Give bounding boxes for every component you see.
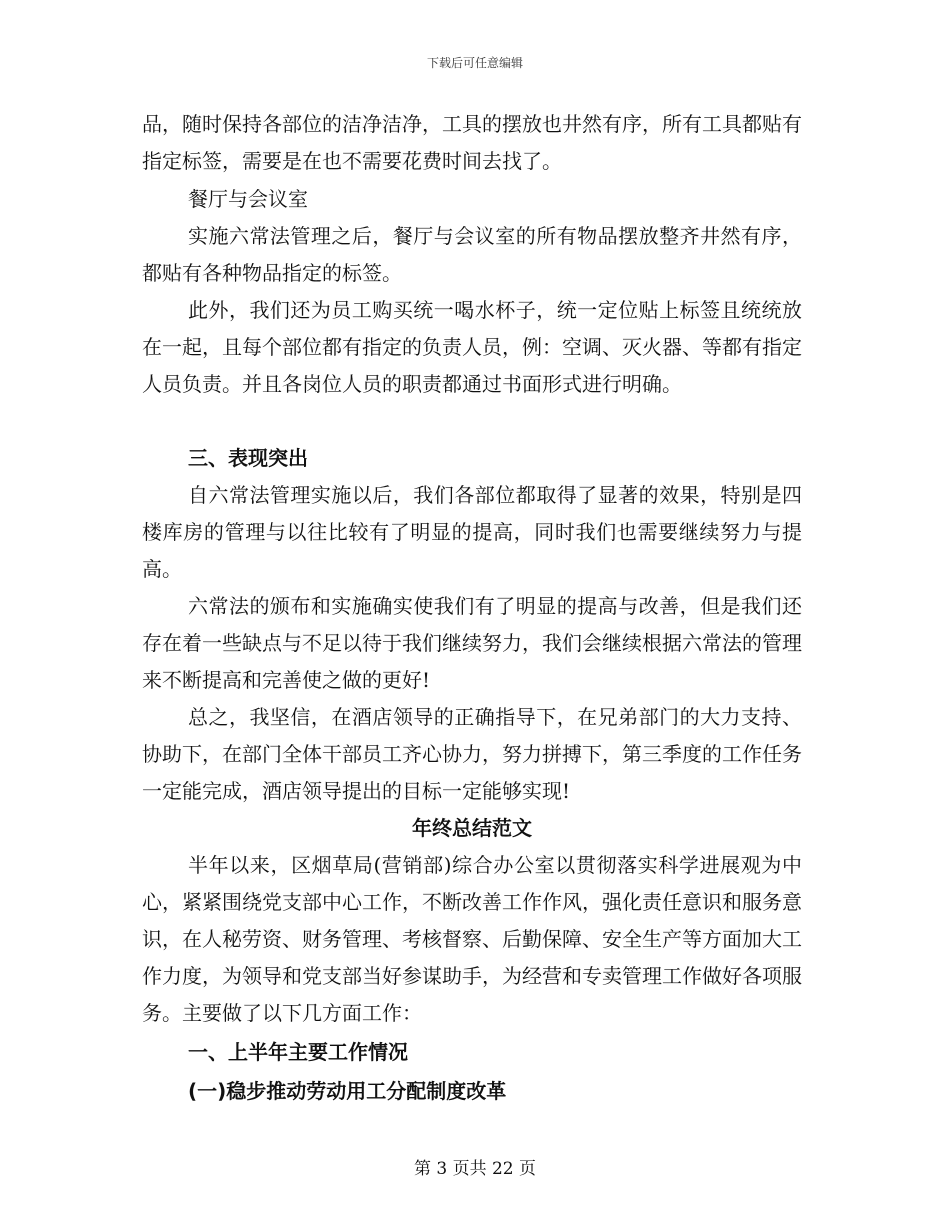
page-footer: 第 3 页共 22 页 — [413, 1159, 537, 1179]
section-heading-3: 三、表现突出 — [188, 446, 308, 470]
page-header: 下载后可任意编辑 — [426, 56, 523, 70]
subsection-heading-1: (一)稳步推动劳动用工分配制度改革 — [188, 1079, 507, 1103]
document-title: 年终总结范文 — [412, 816, 532, 840]
subheading-dining-meeting-room: 餐厅与会议室 — [188, 187, 308, 211]
paragraph-intro: 半年以来，区烟草局(营销部)综合办公室以贯彻落实科学进展观为中心，紧紧围绕党支部中心工作，不断改善工作作风，强化责任意识和服务意识，在人秘劳资、财务管理、考核督察、后勤保障、安全生产等方面加大工作力度，为领导和党支部当好参谋助手，为经营和专卖管理工作做好各项服务。主要做了以下几方面工作： — [142, 853, 802, 1025]
paragraph-results: 自六常法管理实施以后，我们各部位都取得了显著的效果，特别是四楼库房的管理与以往比较有了明显的提高，同时我们也需要继续努力与提高。 — [142, 483, 802, 581]
paragraph-dining-meeting-room: 实施六常法管理之后，餐厅与会议室的所有物品摆放整齐井然有序，都贴有各种物品指定的标签。 — [142, 224, 802, 285]
paragraph-improvement: 六常法的颁布和实施确实使我们有了明显的提高与改善，但是我们还存在着一些缺点与不足以待于我们继续努力，我们会继续根据六常法的管理来不断提高和完善使之做的更好! — [142, 594, 802, 692]
paragraph-water-cups: 此外，我们还为员工购买统一喝水杯子，统一定位贴上标签且统统放在一起，且每个部位都有指定的负责人员，例：空调、灭火器、等都有指定人员负责。并且各岗位人员的职责都通过书面形式进行明确。 — [142, 298, 802, 396]
paragraph-tools: 品，随时保持各部位的洁净洁净，工具的摆放也井然有序，所有工具都贴有指定标签，需要是在也不需要花费时间去找了。 — [142, 112, 802, 173]
paragraph-conclusion: 总之，我坚信，在酒店领导的正确指导下，在兄弟部门的大力支持、协助下，在部门全体干部员工齐心协力，努力拼搏下，第三季度的工作任务一定能完成，酒店领导提出的目标一定能够实现! — [142, 705, 802, 803]
section-heading-1: 一、上半年主要工作情况 — [188, 1040, 408, 1064]
